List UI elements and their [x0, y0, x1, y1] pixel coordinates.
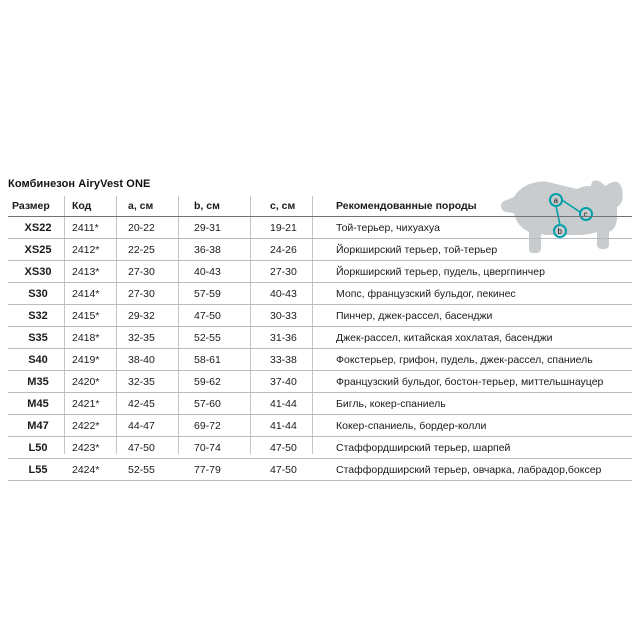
cell-code: 2413*: [68, 261, 124, 283]
table-row: [8, 371, 632, 393]
cell-code: 2419*: [68, 349, 124, 371]
table-row: [8, 415, 632, 437]
cell-b: 58-61: [190, 349, 266, 371]
cell-c: 47-50: [266, 459, 332, 481]
cell-c: 41-44: [266, 415, 332, 437]
cell-size: L55: [8, 459, 68, 481]
cell-a: 20-22: [124, 217, 190, 239]
label-c: c: [583, 210, 588, 219]
cell-a: 32-35: [124, 371, 190, 393]
cell-code: 2420*: [68, 371, 124, 393]
cell-size: M47: [8, 415, 68, 437]
cell-c: 30-33: [266, 305, 332, 327]
cell-code: 2412*: [68, 239, 124, 261]
label-a: a: [553, 196, 558, 205]
cell-size: XS25: [8, 239, 68, 261]
cell-breeds: Французский бульдог, бостон-терьер, миттельшнауцер: [332, 371, 632, 393]
table-header: [8, 196, 632, 217]
cell-c: 27-30: [266, 261, 332, 283]
cell-size: S30: [8, 283, 68, 305]
cell-a: 29-32: [124, 305, 190, 327]
cell-breeds: Фокстерьер, грифон, пудель, джек-рассел, спаниель: [332, 349, 632, 371]
header-c: c, см: [266, 196, 332, 217]
cell-size: S32: [8, 305, 68, 327]
table-row: [8, 327, 632, 349]
cell-breeds: Той-терьер, чихуахуа: [332, 217, 632, 239]
cell-size: XS22: [8, 217, 68, 239]
cell-size: M45: [8, 393, 68, 415]
cell-b: 70-74: [190, 437, 266, 459]
cell-size: L50: [8, 437, 68, 459]
cell-c: 19-21: [266, 217, 332, 239]
cell-c: 33-38: [266, 349, 332, 371]
cell-c: 47-50: [266, 437, 332, 459]
cell-code: 2424*: [68, 459, 124, 481]
cell-b: 57-59: [190, 283, 266, 305]
cell-a: 22-25: [124, 239, 190, 261]
table-body: [8, 217, 632, 481]
cell-b: 40-43: [190, 261, 266, 283]
header-size: Размер: [8, 196, 68, 217]
cell-breeds: Кокер-спаниель, бордер-колли: [332, 415, 632, 437]
label-b: b: [557, 227, 562, 236]
cell-a: 27-30: [124, 283, 190, 305]
table-row: [8, 305, 632, 327]
cell-code: 2422*: [68, 415, 124, 437]
header-b: b, см: [190, 196, 266, 217]
cell-breeds: Бигль, кокер-спаниель: [332, 393, 632, 415]
cell-code: 2414*: [68, 283, 124, 305]
cell-c: 41-44: [266, 393, 332, 415]
header-breeds: Рекомендованные породы: [332, 196, 632, 217]
cell-code: 2423*: [68, 437, 124, 459]
table-row: [8, 437, 632, 459]
cell-breeds: Йоркширский терьер, той-терьер: [332, 239, 632, 261]
cell-c: 37-40: [266, 371, 332, 393]
cell-b: 36-38: [190, 239, 266, 261]
header-code: Код: [68, 196, 124, 217]
cell-breeds: Джек-рассел, китайская хохлатая, басенджи: [332, 327, 632, 349]
table-row: [8, 217, 632, 239]
cell-b: 52-55: [190, 327, 266, 349]
table-row: [8, 283, 632, 305]
cell-a: 44-47: [124, 415, 190, 437]
cell-breeds: Мопс, французский бульдог, пекинес: [332, 283, 632, 305]
cell-breeds: Стаффордширский терьер, овчарка, лабрадор,боксер: [332, 459, 632, 481]
cell-code: 2411*: [68, 217, 124, 239]
cell-c: 24-26: [266, 239, 332, 261]
cell-a: 32-35: [124, 327, 190, 349]
cell-a: 47-50: [124, 437, 190, 459]
cell-b: 77-79: [190, 459, 266, 481]
table-row: [8, 459, 632, 481]
table-row: [8, 393, 632, 415]
table-row: [8, 261, 632, 283]
cell-a: 38-40: [124, 349, 190, 371]
cell-breeds: Пинчер, джек-рассел, басенджи: [332, 305, 632, 327]
cell-b: 69-72: [190, 415, 266, 437]
cell-c: 40-43: [266, 283, 332, 305]
cell-a: 27-30: [124, 261, 190, 283]
header-a: a, см: [124, 196, 190, 217]
cell-size: S35: [8, 327, 68, 349]
table-row: [8, 349, 632, 371]
size-table: [8, 196, 632, 481]
page-title: Комбинезон AiryVest ONE: [8, 178, 151, 190]
cell-code: 2421*: [68, 393, 124, 415]
cell-b: 47-50: [190, 305, 266, 327]
cell-breeds: Стаффордширский терьер, шарпей: [332, 437, 632, 459]
cell-code: 2415*: [68, 305, 124, 327]
cell-size: M35: [8, 371, 68, 393]
cell-size: S40: [8, 349, 68, 371]
cell-a: 42-45: [124, 393, 190, 415]
cell-b: 29-31: [190, 217, 266, 239]
cell-a: 52-55: [124, 459, 190, 481]
table-row: [8, 239, 632, 261]
cell-b: 59-62: [190, 371, 266, 393]
cell-code: 2418*: [68, 327, 124, 349]
cell-c: 31-36: [266, 327, 332, 349]
table-header-row: [8, 196, 632, 217]
cell-breeds: Йоркширский терьер, пудель, цвергпинчер: [332, 261, 632, 283]
cell-b: 57-60: [190, 393, 266, 415]
cell-size: XS30: [8, 261, 68, 283]
